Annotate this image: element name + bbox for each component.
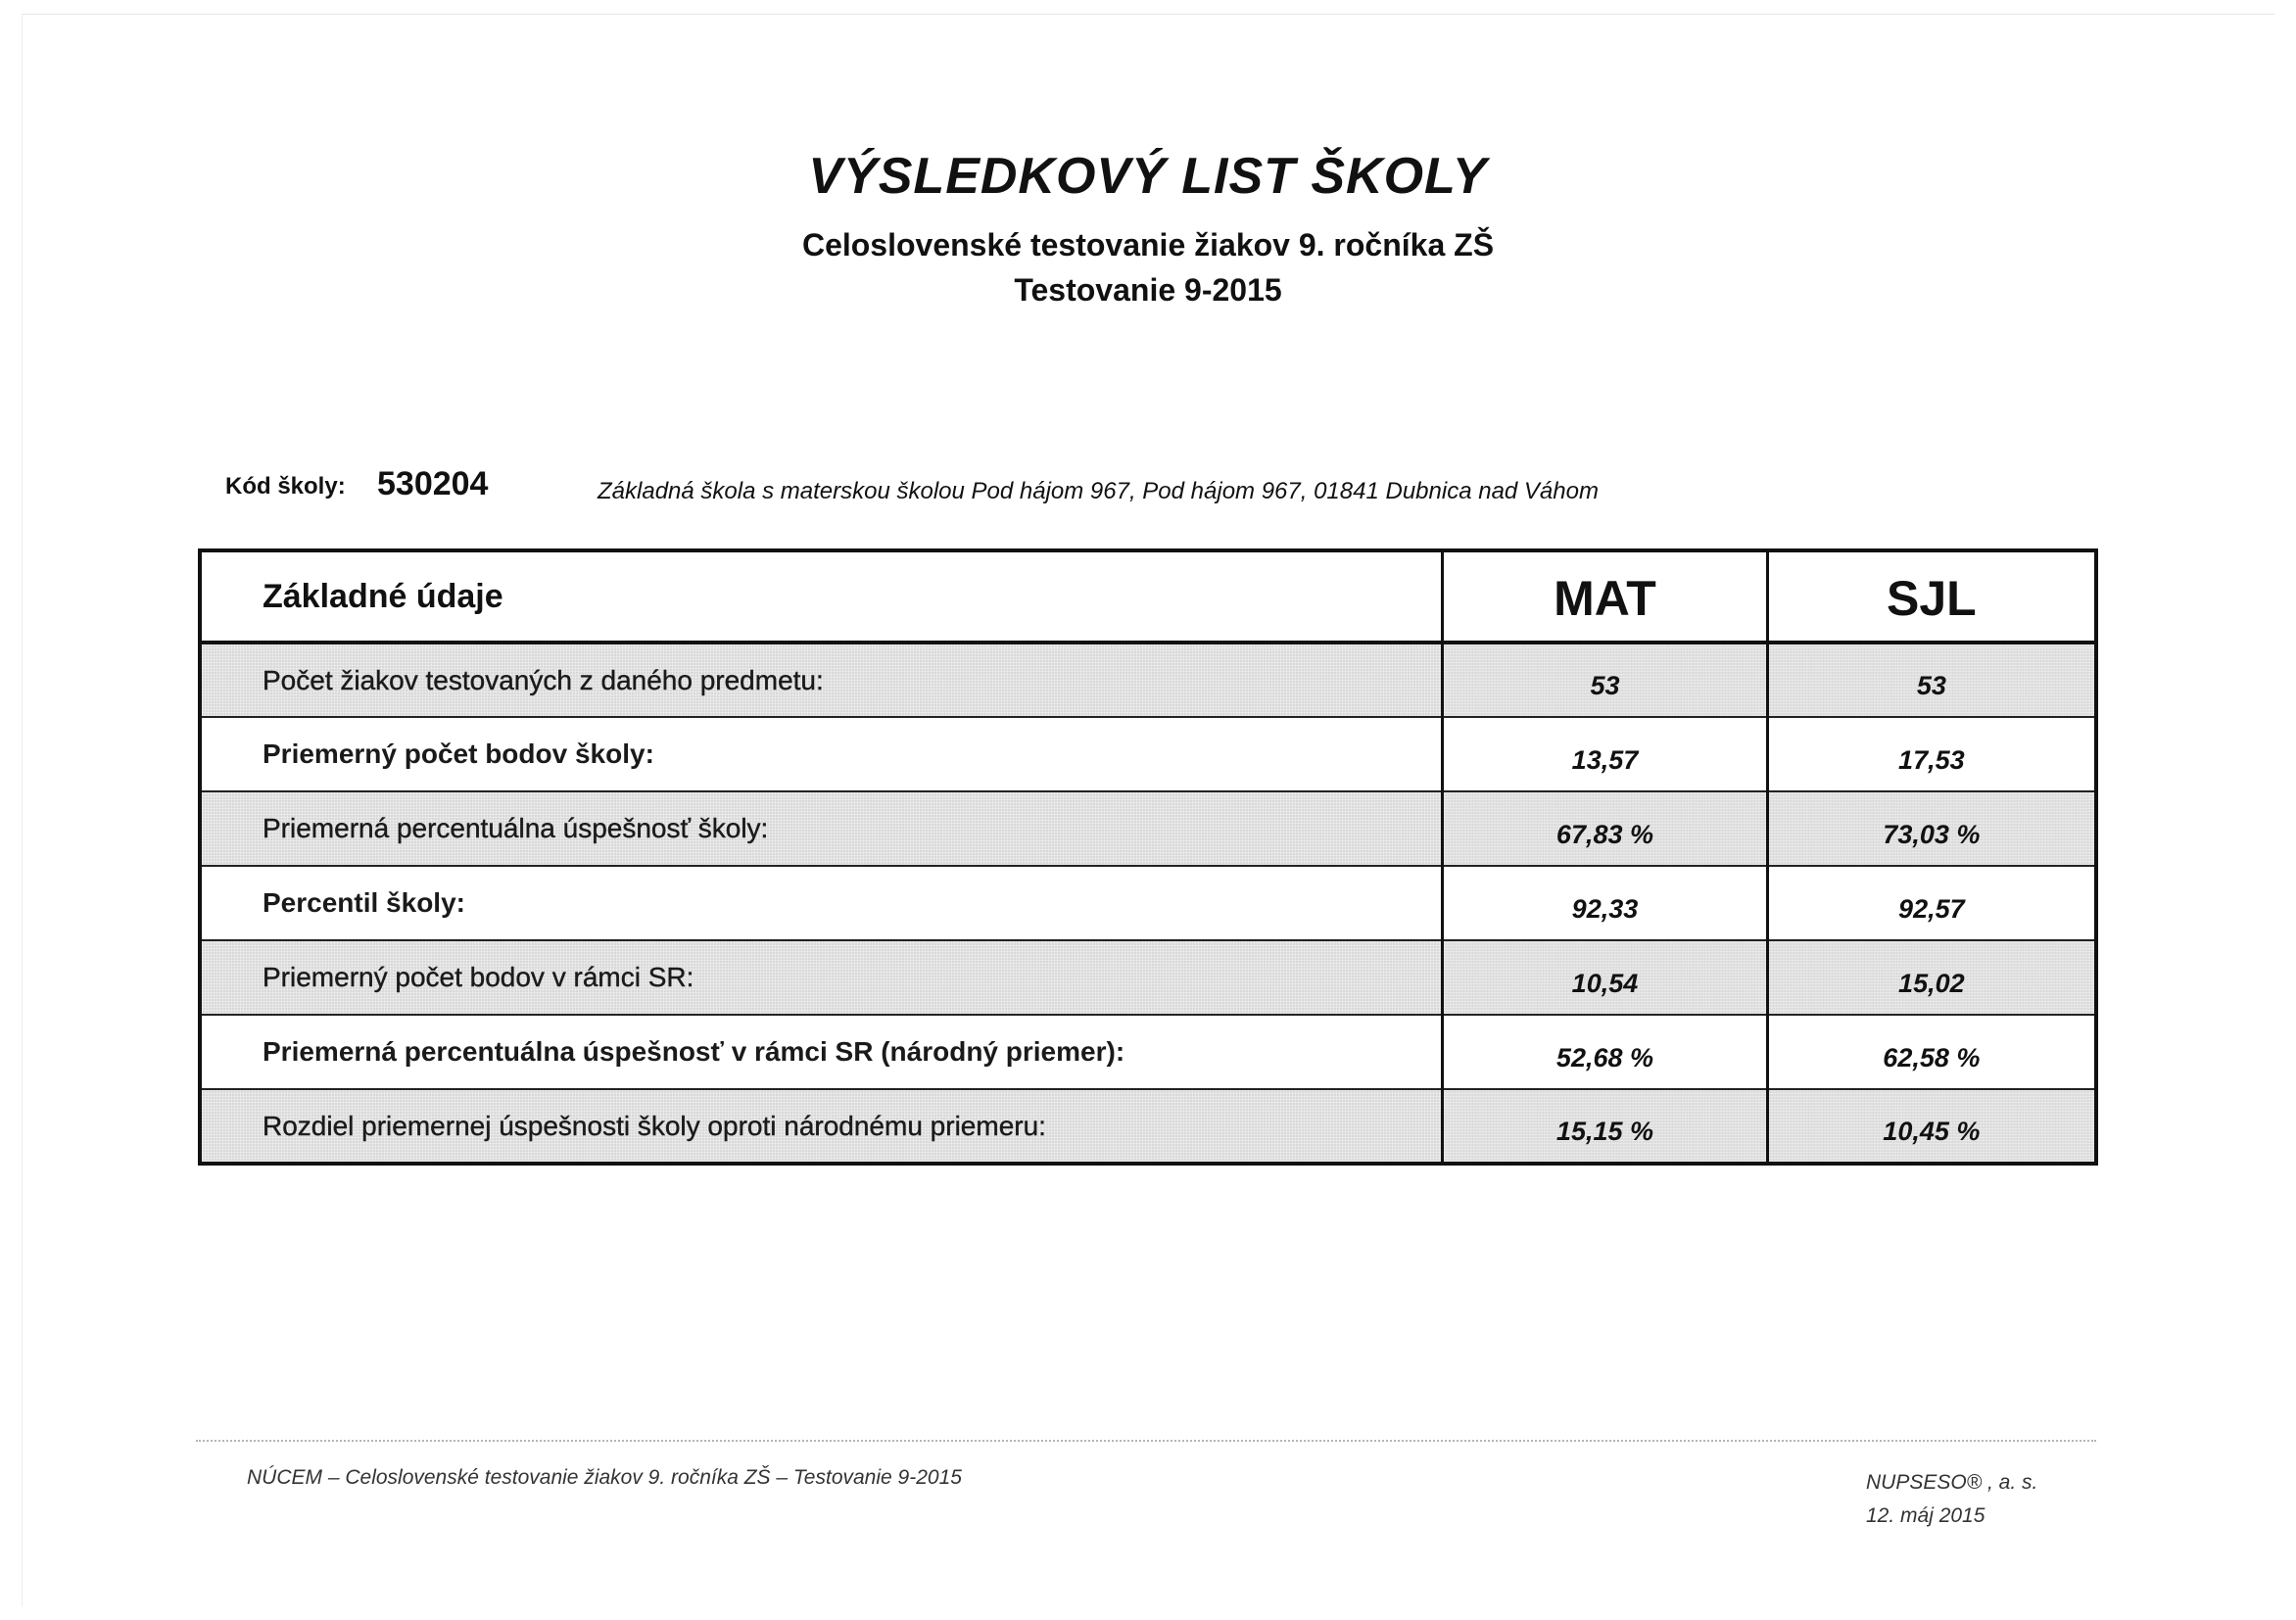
table-header-sjl: SJL (1767, 550, 2096, 643)
table-row (200, 1015, 2096, 1089)
row-label: Počet žiakov testovaných z daného predmetu: (200, 643, 1443, 717)
row-sjl-value: 53 (1767, 643, 2096, 717)
table-row (200, 940, 2096, 1015)
page-subtitle-testing: Testovanie 9-2015 (1014, 272, 1282, 308)
row-sjl-value: 10,45 % (1767, 1089, 2096, 1164)
table-header-row (200, 550, 2096, 643)
school-code-value: 530204 (377, 465, 489, 502)
row-sjl-value: 92,57 (1767, 866, 2096, 940)
footer-source: NÚCEM – Celoslovenské testovanie žiakov 9. ročníka ZŠ – Testovanie 9-2015 (247, 1466, 962, 1489)
footer-divider (196, 1440, 2096, 1442)
school-code-label: Kód školy: (225, 473, 346, 500)
school-name: Základná škola s materskou školou Pod hájom 967, Pod hájom 967, 01841 Dubnica nad Váhom (598, 478, 1599, 504)
footer-publisher: NUPSESO® , a. s. (1866, 1471, 2038, 1494)
page-title: VÝSLEDKOVÝ LIST ŠKOLY (808, 148, 1488, 205)
table-header-label: Základné údaje (200, 550, 1443, 643)
row-mat-value: 92,33 (1443, 866, 1767, 940)
row-sjl-value: 17,53 (1767, 717, 2096, 791)
table-row (200, 866, 2096, 940)
row-sjl-value: 62,58 % (1767, 1015, 2096, 1089)
results-table (198, 548, 2098, 1166)
page-subtitle: Celoslovenské testovanie žiakov 9. ročníka ZŠ (801, 227, 1495, 262)
table-row (200, 1089, 2096, 1164)
row-mat-value: 52,68 % (1443, 1015, 1767, 1089)
row-label: Priemerný počet bodov v rámci SR: (200, 940, 1443, 1015)
row-mat-value: 13,57 (1443, 717, 1767, 791)
row-label: Percentil školy: (200, 866, 1443, 940)
row-sjl-value: 73,03 % (1767, 791, 2096, 866)
row-mat-value: 67,83 % (1443, 791, 1767, 866)
row-label: Priemerná percentuálna úspešnosť školy: (200, 791, 1443, 866)
row-label: Priemerná percentuálna úspešnosť v rámci SR (národný priemer): (200, 1015, 1443, 1089)
table-header-mat: MAT (1443, 550, 1767, 643)
row-mat-value: 53 (1443, 643, 1767, 717)
row-label: Priemerný počet bodov školy: (200, 717, 1443, 791)
table-row (200, 791, 2096, 866)
row-sjl-value: 15,02 (1767, 940, 2096, 1015)
table-row (200, 717, 2096, 791)
row-label: Rozdiel priemernej úspešnosti školy oproti národnému priemeru: (200, 1089, 1443, 1164)
row-mat-value: 15,15 % (1443, 1089, 1767, 1164)
footer-date: 12. máj 2015 (1866, 1504, 1985, 1527)
row-mat-value: 10,54 (1443, 940, 1767, 1015)
table-row (200, 643, 2096, 717)
